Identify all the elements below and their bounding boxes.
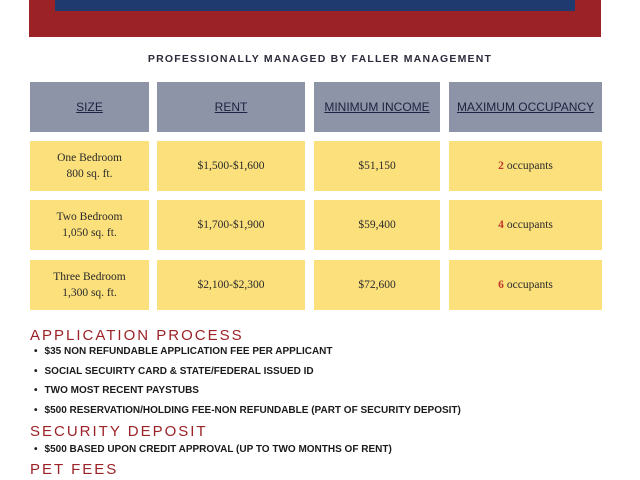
header-minimum-income: MINIMUM INCOME [314, 82, 440, 132]
managed-by-text: PROFESSIONALLY MANAGED BY FALLER MANAGEMENT [147, 53, 493, 65]
list-item: • SOCIAL SECUIRTY CARD & STATE/FEDERAL ISSUED ID [34, 362, 461, 382]
occupancy-text: occupants [506, 160, 553, 172]
application-process-heading: APPLICATION PROCESS [30, 327, 244, 344]
header-rent: RENT [157, 82, 305, 132]
size-sqft: 1,300 sq. ft. [62, 287, 117, 299]
list-item: • $500 RESERVATION/HOLDING FEE-NON REFUNDABLE (PART OF SECURITY DEPOSIT) [34, 401, 461, 421]
row-three-bedroom-size [30, 260, 149, 310]
list-item: • $500 BASED UPON CREDIT APPROVAL (UP TO TWO MONTHS OF RENT) [34, 440, 392, 460]
row-one-bedroom-size [30, 141, 149, 191]
size-label: One Bedroom [57, 152, 122, 164]
security-deposit-list [34, 440, 392, 460]
occupancy-text: occupants [506, 279, 553, 291]
row-three-bedroom-rent: $2,100-$2,300 [157, 260, 305, 310]
occupancy-number: 6 [498, 279, 504, 291]
pricing-table [30, 82, 602, 312]
application-process-list [34, 342, 461, 420]
occupancy-number: 4 [498, 219, 504, 231]
row-two-bedroom-occupancy [449, 200, 602, 250]
size-sqft: 800 sq. ft. [66, 168, 113, 180]
row-two-bedroom-income: $59,400 [314, 200, 440, 250]
pet-fees-heading: PET FEES [30, 461, 119, 478]
row-two-bedroom-rent: $1,700-$1,900 [157, 200, 305, 250]
top-banner [29, 0, 601, 37]
row-three-bedroom-income: $72,600 [314, 260, 440, 310]
list-item: • $35 NON REFUNDABLE APPLICATION FEE PER APPLICANT [34, 342, 461, 362]
row-two-bedroom-size [30, 200, 149, 250]
size-label: Two Bedroom [56, 211, 123, 223]
list-item: • TWO MOST RECENT PAYSTUBS [34, 381, 461, 401]
banner-inner-panel [55, 0, 575, 11]
size-sqft: 1,050 sq. ft. [62, 227, 117, 239]
header-size: SIZE [30, 82, 149, 132]
row-one-bedroom-rent: $1,500-$1,600 [157, 141, 305, 191]
size-label: Three Bedroom [53, 271, 126, 283]
row-one-bedroom-income: $51,150 [314, 141, 440, 191]
security-deposit-heading: SECURITY DEPOSIT [30, 423, 208, 440]
row-three-bedroom-occupancy [449, 260, 602, 310]
occupancy-number: 2 [498, 160, 504, 172]
occupancy-text: occupants [506, 219, 553, 231]
row-one-bedroom-occupancy [449, 141, 602, 191]
header-maximum-occupancy: MAXIMUM OCCUPANCY [449, 82, 602, 132]
